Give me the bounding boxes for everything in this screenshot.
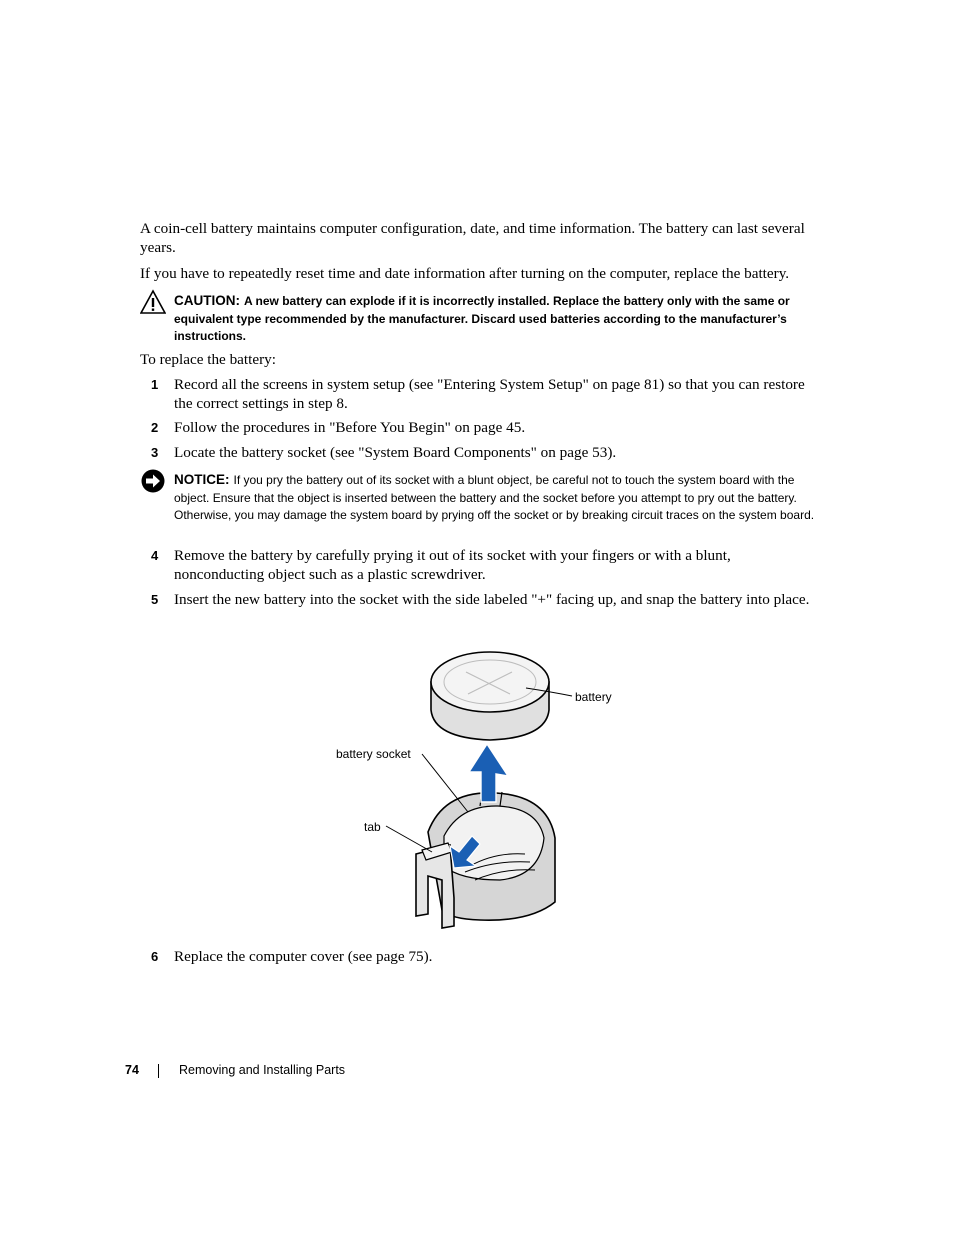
section-title: Removing and Installing Parts bbox=[179, 1063, 346, 1077]
step-2 bbox=[140, 418, 820, 437]
intro-paragraph-1: A coin-cell battery maintains computer configuration, date, and time information. The battery can last several years. bbox=[140, 220, 805, 256]
notice-label: NOTICE: bbox=[174, 472, 230, 487]
step-3 bbox=[140, 443, 820, 462]
battery-replacement-figure bbox=[330, 640, 630, 935]
page-number: 74 bbox=[125, 1063, 139, 1077]
step-number: 5 bbox=[151, 592, 159, 607]
tab-label: tab bbox=[364, 820, 381, 834]
step-number: 6 bbox=[151, 949, 159, 964]
step-text: Remove the battery by carefully prying it out of its socket with your fingers or with a blunt, nonconducting object such as a plastic screwdriver. bbox=[174, 547, 731, 583]
caution-callout bbox=[140, 292, 820, 346]
notice-callout bbox=[140, 471, 820, 525]
intro-paragraph-2: If you have to repeatedly reset time and date information after turning on the computer, replace the battery. bbox=[140, 265, 790, 282]
notice-text: If you pry the battery out of its socket with a blunt object, be careful not to touch the system board with the object. Ensure that the object is inserted between the battery and the socket before you attempt to pry out the battery. Otherwise, you may damage the system board by prying off the socket or by breaking circuit traces on the system board. bbox=[174, 473, 815, 522]
lead-text: To replace the battery: bbox=[140, 351, 276, 368]
step-text: Replace the computer cover (see page 75). bbox=[174, 948, 433, 965]
step-4 bbox=[140, 546, 820, 584]
step-number: 1 bbox=[151, 377, 159, 392]
battery-label: battery bbox=[575, 690, 612, 704]
step-number: 2 bbox=[151, 420, 159, 435]
tab-leader-line bbox=[386, 826, 432, 852]
caution-label: CAUTION: bbox=[174, 293, 240, 308]
step-number: 3 bbox=[151, 445, 159, 460]
socket-cavity bbox=[444, 806, 544, 880]
footer-divider bbox=[158, 1064, 159, 1078]
step-5 bbox=[140, 590, 820, 609]
step-number: 4 bbox=[151, 548, 159, 563]
step-text: Insert the new battery into the socket with the side labeled "+" facing up, and snap the battery into place. bbox=[174, 591, 810, 608]
step-text: Locate the battery socket (see "System Board Components" on page 53). bbox=[174, 444, 617, 461]
battery-socket-label: battery socket bbox=[336, 747, 411, 761]
step-1 bbox=[140, 375, 820, 413]
warning-triangle-icon bbox=[140, 289, 166, 315]
step-text: Record all the screens in system setup (see "Entering System Setup" on page 81) so that you can restore the correct settings in step 8. bbox=[174, 376, 805, 412]
step-text: Follow the procedures in "Before You Begin" on page 45. bbox=[174, 419, 526, 436]
notice-arrow-icon bbox=[140, 468, 166, 494]
caution-text: A new battery can explode if it is incorrectly installed. Replace the battery only with the same or equivalent type recommended by the manufacturer. Discard used batteries according to the manufacturer’s instructions. bbox=[174, 294, 790, 343]
battery-top bbox=[431, 652, 549, 712]
socket-leader-line bbox=[422, 754, 468, 812]
step-6 bbox=[140, 947, 820, 966]
